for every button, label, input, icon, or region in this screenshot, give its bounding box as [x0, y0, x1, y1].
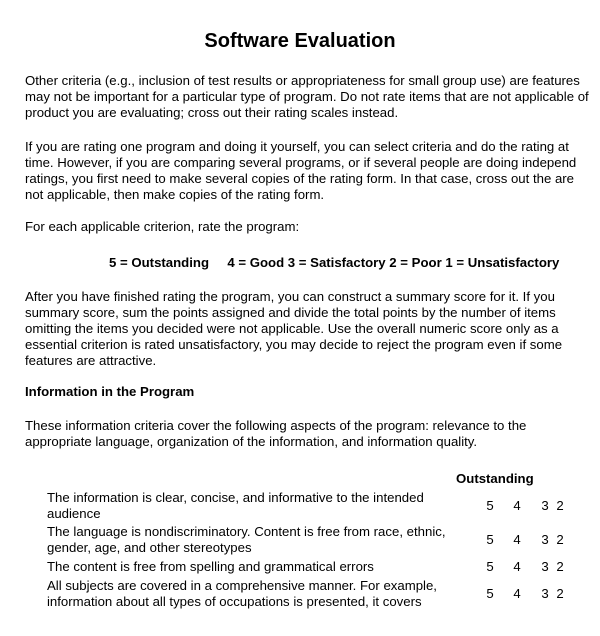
- column-header-outstanding: Outstanding: [456, 471, 534, 486]
- criterion-text: The content is free from spelling and grammatical errors: [47, 559, 374, 574]
- score-5[interactable]: 5: [486, 498, 494, 513]
- score-5[interactable]: 5: [486, 532, 494, 547]
- score-2[interactable]: 2: [556, 532, 564, 547]
- score-3[interactable]: 3: [541, 586, 549, 601]
- score-2[interactable]: 2: [556, 586, 564, 601]
- criterion-text: The information is clear, concise, and informative to the intended audience: [47, 490, 424, 521]
- score-4[interactable]: 4: [513, 498, 521, 513]
- score-3[interactable]: 3: [541, 498, 549, 513]
- rating-scale: 5 = Outstanding 4 = Good 3 = Satisfactory 2 = Poor 1 = Unsatisfactory: [109, 255, 560, 270]
- score-4[interactable]: 4: [513, 532, 521, 547]
- section-heading: Information in the Program: [25, 384, 195, 399]
- score-3[interactable]: 3: [541, 532, 549, 547]
- score-2[interactable]: 2: [556, 559, 564, 574]
- score-3[interactable]: 3: [541, 559, 549, 574]
- intro-paragraph-1: Other criteria (e.g., inclusion of test results or appropriateness for small group use) are features may not be important for a particular type of program. Do not rate items that are not applicable of product you are evaluating; cross out their rating scales instead.: [25, 73, 589, 120]
- page-title: Software Evaluation: [204, 30, 396, 52]
- criterion-text: All subjects are covered in a comprehensive manner. For example, information about all types of occupations is presented, it covers: [47, 578, 437, 609]
- section-intro: These information criteria cover the following aspects of the program: relevance to the appropriate language, organization of the information, and information quality.: [25, 418, 527, 449]
- score-4[interactable]: 4: [513, 586, 521, 601]
- criterion-text: The language is nondiscriminatory. Content is free from race, ethnic, gender, age, and other stereotypes: [47, 524, 446, 555]
- score-4[interactable]: 4: [513, 559, 521, 574]
- score-5[interactable]: 5: [486, 559, 494, 574]
- score-2[interactable]: 2: [556, 498, 564, 513]
- rating-instruction: For each applicable criterion, rate the program:: [25, 219, 300, 234]
- summary-paragraph: After you have finished rating the program, you can construct a summary score for it. If you summary score, sum the points assigned and divide the total points by the number of items omitting the items you decided were not applicable. Use the overall numeric score only as a essential criterion is rated unsatisfactory, you may decide to reject the program even if some features are attractive.: [25, 289, 563, 368]
- intro-paragraph-2: If you are rating one program and doing it yourself, you can select criteria and do the rating at time. However, if you are comparing several programs, or if several people are doing independ ratings, you first need to make several copies of the rating form. In that case, cross out the are not applicable, then make copies of the rating form.: [25, 139, 577, 202]
- score-5[interactable]: 5: [486, 586, 494, 601]
